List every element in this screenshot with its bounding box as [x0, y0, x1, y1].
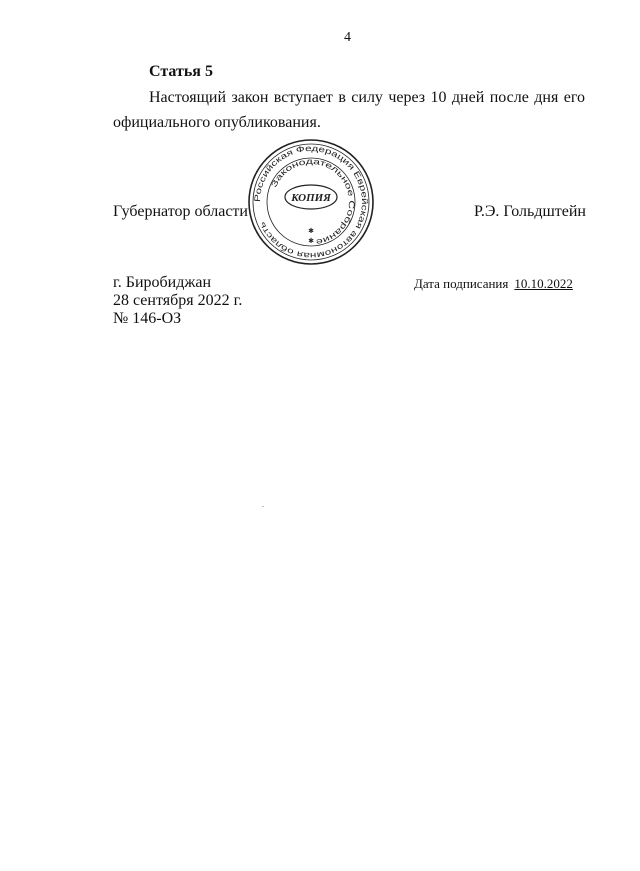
- signing-date: [414, 276, 573, 292]
- seal-star-icon: ✱: [308, 227, 314, 235]
- seal-inner-text: Законодательное Собрание: [269, 156, 357, 247]
- official-seal-stamp: [246, 137, 376, 267]
- governor-title: Губернатор области: [113, 203, 248, 220]
- scan-speck: [262, 506, 264, 507]
- article-text-line-2: официального опубликования.: [113, 114, 321, 131]
- seal-star-icon: ✱: [308, 237, 314, 245]
- law-number: № 146-ОЗ: [113, 310, 182, 327]
- signing-date-label: Дата подписания: [414, 276, 509, 291]
- city-of-signing: г. Биробиджан: [113, 274, 212, 291]
- signing-date-value: 10.10.2022: [514, 276, 573, 291]
- governor-name: Р.Э. Гольдштейн: [473, 203, 586, 220]
- seal-ring-text: Российская Федерация Еврейская автономная область: [252, 143, 370, 261]
- article-heading: Статья 5: [149, 63, 213, 80]
- article-text-line-1: Настоящий закон вступает в силу через 10 дней после дня его: [149, 89, 585, 106]
- page-number: 4: [344, 30, 351, 45]
- seal-copy-label: КОПИЯ: [291, 192, 331, 204]
- adoption-date: 28 сентября 2022 г.: [113, 292, 243, 309]
